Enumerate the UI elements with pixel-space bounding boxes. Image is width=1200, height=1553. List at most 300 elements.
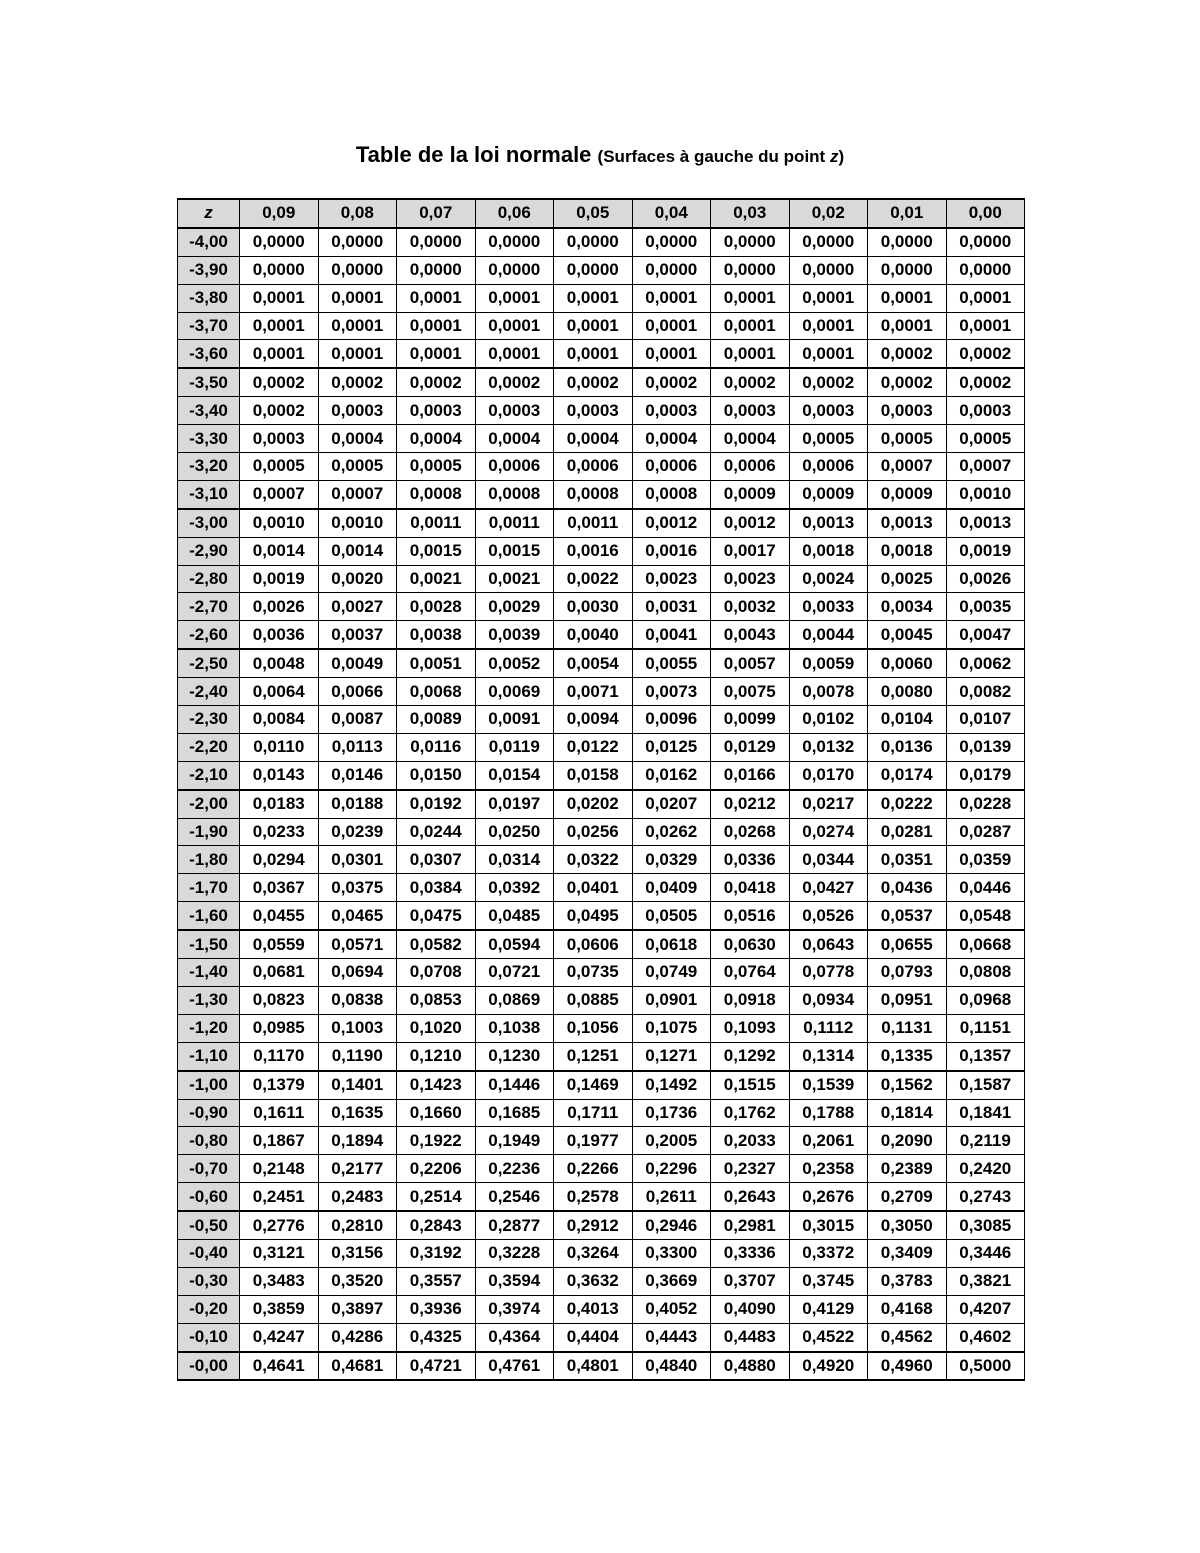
probability-cell: 0,0228 [946,790,1025,818]
row-z-value: -1,10 [178,1042,240,1070]
row-z-value: -3,30 [178,425,240,453]
probability-cell: 0,1131 [868,1014,947,1042]
probability-cell: 0,0212 [711,790,790,818]
probability-cell: 0,0239 [318,818,397,846]
table-row [178,453,1025,481]
probability-cell: 0,0344 [789,846,868,874]
probability-cell: 0,0002 [240,368,319,396]
probability-cell: 0,2611 [632,1183,711,1211]
probability-cell: 0,0038 [397,621,476,649]
column-header: 0,07 [397,199,476,228]
probability-cell: 0,0384 [397,874,476,902]
probability-cell: 0,3409 [868,1239,947,1267]
probability-cell: 0,0000 [868,228,947,256]
probability-cell: 0,0485 [475,902,554,930]
probability-cell: 0,0022 [554,565,633,593]
probability-cell: 0,0606 [554,930,633,958]
probability-cell: 0,0099 [711,706,790,734]
probability-cell: 0,0001 [789,340,868,368]
table-row [178,480,1025,508]
probability-cell: 0,0001 [632,284,711,312]
probability-cell: 0,0002 [632,368,711,396]
probability-cell: 0,0006 [711,453,790,481]
probability-cell: 0,0721 [475,959,554,987]
probability-cell: 0,0268 [711,818,790,846]
probability-cell: 0,4207 [946,1295,1025,1323]
probability-cell: 0,0001 [318,284,397,312]
table-row [178,537,1025,565]
probability-cell: 0,4325 [397,1323,476,1351]
probability-cell: 0,0014 [240,537,319,565]
row-z-value: -1,20 [178,1014,240,1042]
probability-cell: 0,2514 [397,1183,476,1211]
probability-cell: 0,0207 [632,790,711,818]
table-row [178,902,1025,930]
probability-cell: 0,3085 [946,1211,1025,1239]
column-header: 0,03 [711,199,790,228]
column-header-z: z [178,199,240,228]
probability-cell: 0,3264 [554,1239,633,1267]
column-header: 0,01 [868,199,947,228]
probability-cell: 0,2643 [711,1183,790,1211]
row-z-value: -1,00 [178,1071,240,1099]
probability-cell: 0,0537 [868,902,947,930]
probability-cell: 0,0823 [240,986,319,1014]
table-header [178,199,1025,228]
probability-cell: 0,0000 [397,228,476,256]
probability-cell: 0,0011 [554,509,633,537]
probability-cell: 0,1379 [240,1071,319,1099]
probability-cell: 0,0192 [397,790,476,818]
probability-cell: 0,0004 [397,425,476,453]
probability-cell: 0,0075 [711,678,790,706]
probability-cell: 0,0001 [632,312,711,340]
probability-cell: 0,2776 [240,1211,319,1239]
probability-cell: 0,1401 [318,1071,397,1099]
table-row [178,761,1025,789]
probability-cell: 0,0287 [946,818,1025,846]
table-row [178,649,1025,677]
probability-cell: 0,0080 [868,678,947,706]
probability-cell: 0,3669 [632,1267,711,1295]
probability-cell: 0,0001 [711,284,790,312]
probability-cell: 0,4840 [632,1352,711,1381]
probability-cell: 0,0051 [397,649,476,677]
probability-cell: 0,0039 [475,621,554,649]
probability-cell: 0,0062 [946,649,1025,677]
probability-cell: 0,1210 [397,1042,476,1070]
probability-cell: 0,0643 [789,930,868,958]
column-header: 0,05 [554,199,633,228]
probability-cell: 0,3859 [240,1295,319,1323]
probability-cell: 0,2177 [318,1155,397,1183]
probability-cell: 0,0037 [318,621,397,649]
row-z-value: -3,10 [178,480,240,508]
probability-cell: 0,0262 [632,818,711,846]
probability-cell: 0,0217 [789,790,868,818]
table-row [178,425,1025,453]
probability-cell: 0,0375 [318,874,397,902]
probability-cell: 0,1685 [475,1099,554,1127]
title-subtitle [598,147,845,166]
probability-cell: 0,2119 [946,1127,1025,1155]
probability-cell: 0,0012 [711,509,790,537]
probability-cell: 0,0000 [397,256,476,284]
probability-cell: 0,0003 [789,397,868,425]
probability-cell: 0,3121 [240,1239,319,1267]
probability-cell: 0,0222 [868,790,947,818]
probability-cell: 0,0004 [711,425,790,453]
probability-cell: 0,0885 [554,986,633,1014]
table-row [178,874,1025,902]
probability-cell: 0,0005 [946,425,1025,453]
probability-cell: 0,0001 [789,312,868,340]
probability-cell: 0,0122 [554,733,633,761]
probability-cell: 0,0002 [397,368,476,396]
probability-cell: 0,2946 [632,1211,711,1239]
probability-cell: 0,0418 [711,874,790,902]
probability-cell: 0,1292 [711,1042,790,1070]
probability-cell: 0,0005 [868,425,947,453]
probability-cell: 0,0749 [632,959,711,987]
table-row [178,930,1025,958]
probability-cell: 0,0000 [789,256,868,284]
probability-cell: 0,0020 [318,565,397,593]
probability-cell: 0,4681 [318,1352,397,1381]
probability-cell: 0,1867 [240,1127,319,1155]
probability-cell: 0,2005 [632,1127,711,1155]
probability-cell: 0,4168 [868,1295,947,1323]
probability-cell: 0,0016 [554,537,633,565]
probability-cell: 0,0000 [946,228,1025,256]
probability-cell: 0,0006 [789,453,868,481]
probability-cell: 0,0069 [475,678,554,706]
probability-cell: 0,0032 [711,593,790,621]
row-z-value: -0,80 [178,1127,240,1155]
probability-cell: 0,0002 [868,368,947,396]
probability-cell: 0,0044 [789,621,868,649]
probability-cell: 0,1314 [789,1042,868,1070]
probability-cell: 0,0582 [397,930,476,958]
probability-cell: 0,4443 [632,1323,711,1351]
probability-cell: 0,0005 [397,453,476,481]
probability-cell: 0,1020 [397,1014,476,1042]
probability-cell: 0,0256 [554,818,633,846]
probability-cell: 0,0455 [240,902,319,930]
probability-cell: 0,0188 [318,790,397,818]
probability-cell: 0,1660 [397,1099,476,1127]
probability-cell: 0,0183 [240,790,319,818]
probability-cell: 0,0010 [240,509,319,537]
probability-cell: 0,0116 [397,733,476,761]
table-row [178,706,1025,734]
probability-cell: 0,0004 [318,425,397,453]
probability-cell: 0,0013 [946,509,1025,537]
row-z-value: -3,80 [178,284,240,312]
probability-cell: 0,0068 [397,678,476,706]
probability-cell: 0,2033 [711,1127,790,1155]
probability-cell: 0,1611 [240,1099,319,1127]
probability-cell: 0,3783 [868,1267,947,1295]
probability-cell: 0,0901 [632,986,711,1014]
probability-cell: 0,5000 [946,1352,1025,1381]
probability-cell: 0,4052 [632,1295,711,1323]
probability-cell: 0,0170 [789,761,868,789]
table-row [178,1295,1025,1323]
table-row [178,1099,1025,1127]
probability-cell: 0,0495 [554,902,633,930]
probability-cell: 0,0001 [475,340,554,368]
probability-cell: 0,0104 [868,706,947,734]
probability-cell: 0,2877 [475,1211,554,1239]
probability-cell: 0,1038 [475,1014,554,1042]
probability-cell: 0,1093 [711,1014,790,1042]
probability-cell: 0,0548 [946,902,1025,930]
probability-cell: 0,2810 [318,1211,397,1239]
probability-cell: 0,0023 [632,565,711,593]
row-z-value: -0,50 [178,1211,240,1239]
probability-cell: 0,0013 [868,509,947,537]
row-z-value: -3,90 [178,256,240,284]
column-header: 0,02 [789,199,868,228]
probability-cell: 0,0000 [554,228,633,256]
probability-cell: 0,0001 [554,284,633,312]
probability-cell: 0,3156 [318,1239,397,1267]
row-z-value: -0,90 [178,1099,240,1127]
row-z-value: -0,10 [178,1323,240,1351]
probability-cell: 0,0505 [632,902,711,930]
row-z-value: -1,50 [178,930,240,958]
probability-cell: 0,4483 [711,1323,790,1351]
row-z-value: -3,40 [178,397,240,425]
probability-cell: 0,0401 [554,874,633,902]
probability-cell: 0,3520 [318,1267,397,1295]
probability-cell: 0,0018 [789,537,868,565]
probability-cell: 0,0000 [946,256,1025,284]
probability-cell: 0,0008 [475,480,554,508]
probability-cell: 0,3745 [789,1267,868,1295]
probability-cell: 0,0001 [868,312,947,340]
row-z-value: -0,70 [178,1155,240,1183]
probability-cell: 0,1271 [632,1042,711,1070]
probability-cell: 0,0035 [946,593,1025,621]
table-row [178,593,1025,621]
probability-cell: 0,0001 [240,284,319,312]
probability-cell: 0,0000 [475,256,554,284]
table-row [178,340,1025,368]
probability-cell: 0,0013 [789,509,868,537]
table-row [178,228,1025,256]
probability-cell: 0,0655 [868,930,947,958]
probability-cell: 0,0002 [711,368,790,396]
row-z-value: -1,40 [178,959,240,987]
probability-cell: 0,2451 [240,1183,319,1211]
row-z-value: -3,70 [178,312,240,340]
probability-cell: 0,0000 [632,228,711,256]
title-main: Table de la loi normale [355,142,592,167]
probability-cell: 0,1003 [318,1014,397,1042]
probability-cell: 0,0336 [711,846,790,874]
probability-cell: 0,0012 [632,509,711,537]
row-z-value: -2,50 [178,649,240,677]
probability-cell: 0,0003 [240,425,319,453]
row-z-value: -0,00 [178,1352,240,1381]
probability-cell: 0,3557 [397,1267,476,1295]
probability-cell: 0,3192 [397,1239,476,1267]
probability-cell: 0,0233 [240,818,319,846]
probability-cell: 0,0001 [554,312,633,340]
probability-cell: 0,0001 [475,312,554,340]
table-row [178,621,1025,649]
probability-cell: 0,0001 [397,284,476,312]
probability-cell: 0,0001 [946,312,1025,340]
probability-cell: 0,0559 [240,930,319,958]
probability-cell: 0,0003 [868,397,947,425]
normal-distribution-table [177,198,1025,1381]
probability-cell: 0,1814 [868,1099,947,1127]
probability-cell: 0,0001 [632,340,711,368]
table-row [178,256,1025,284]
probability-cell: 0,0694 [318,959,397,987]
probability-cell: 0,4721 [397,1352,476,1381]
probability-cell: 0,0001 [554,340,633,368]
probability-cell: 0,0367 [240,874,319,902]
probability-cell: 0,0025 [868,565,947,593]
row-z-value: -2,60 [178,621,240,649]
probability-cell: 0,0838 [318,986,397,1014]
probability-cell: 0,0244 [397,818,476,846]
probability-cell: 0,0031 [632,593,711,621]
table-row [178,818,1025,846]
probability-cell: 0,4129 [789,1295,868,1323]
probability-cell: 0,0018 [868,537,947,565]
probability-cell: 0,0006 [475,453,554,481]
probability-cell: 0,2206 [397,1155,476,1183]
probability-cell: 0,3974 [475,1295,554,1323]
probability-cell: 0,0475 [397,902,476,930]
probability-cell: 0,0465 [318,902,397,930]
table-row [178,397,1025,425]
probability-cell: 0,0007 [318,480,397,508]
table-row [178,1014,1025,1042]
probability-cell: 0,2358 [789,1155,868,1183]
probability-cell: 0,1762 [711,1099,790,1127]
probability-cell: 0,0778 [789,959,868,987]
probability-cell: 0,4013 [554,1295,633,1323]
title-sub-text: Surfaces à gauche du point [603,147,830,166]
probability-cell: 0,0003 [946,397,1025,425]
probability-cell: 0,0409 [632,874,711,902]
probability-cell: 0,0091 [475,706,554,734]
probability-cell: 0,0630 [711,930,790,958]
probability-cell: 0,2912 [554,1211,633,1239]
probability-cell: 0,2843 [397,1211,476,1239]
probability-cell: 0,1841 [946,1099,1025,1127]
probability-cell: 0,4522 [789,1323,868,1351]
probability-cell: 0,1894 [318,1127,397,1155]
probability-cell: 0,0002 [318,368,397,396]
probability-cell: 0,0010 [946,480,1025,508]
row-z-value: -2,10 [178,761,240,789]
probability-cell: 0,0708 [397,959,476,987]
probability-cell: 0,0073 [632,678,711,706]
probability-cell: 0,3594 [475,1267,554,1295]
probability-cell: 0,2327 [711,1155,790,1183]
probability-cell: 0,0162 [632,761,711,789]
row-z-value: -1,80 [178,846,240,874]
table-row [178,1323,1025,1351]
probability-cell: 0,0003 [554,397,633,425]
table-row [178,1071,1025,1099]
probability-cell: 0,0281 [868,818,947,846]
probability-cell: 0,1251 [554,1042,633,1070]
probability-cell: 0,0027 [318,593,397,621]
probability-cell: 0,0000 [711,228,790,256]
probability-cell: 0,1151 [946,1014,1025,1042]
probability-cell: 0,3483 [240,1267,319,1295]
probability-cell: 0,0119 [475,733,554,761]
probability-cell: 0,0000 [318,256,397,284]
probability-cell: 0,0202 [554,790,633,818]
probability-cell: 0,2236 [475,1155,554,1183]
probability-cell: 0,0004 [554,425,633,453]
probability-cell: 0,0043 [711,621,790,649]
probability-cell: 0,4801 [554,1352,633,1381]
probability-cell: 0,0001 [318,312,397,340]
probability-cell: 0,0001 [711,312,790,340]
probability-cell: 0,3228 [475,1239,554,1267]
probability-cell: 0,0174 [868,761,947,789]
row-z-value: -2,70 [178,593,240,621]
probability-cell: 0,0084 [240,706,319,734]
probability-cell: 0,4920 [789,1352,868,1381]
probability-cell: 0,0107 [946,706,1025,734]
probability-cell: 0,1587 [946,1071,1025,1099]
probability-cell: 0,0113 [318,733,397,761]
probability-cell: 0,2420 [946,1155,1025,1183]
probability-cell: 0,0008 [397,480,476,508]
probability-cell: 0,0007 [868,453,947,481]
column-header: 0,08 [318,199,397,228]
probability-cell: 0,0668 [946,930,1025,958]
row-z-value: -4,00 [178,228,240,256]
probability-cell: 0,1539 [789,1071,868,1099]
probability-cell: 0,0015 [397,537,476,565]
probability-cell: 0,0618 [632,930,711,958]
probability-cell: 0,0005 [240,453,319,481]
probability-cell: 0,2266 [554,1155,633,1183]
probability-cell: 0,0017 [711,537,790,565]
probability-cell: 0,0003 [475,397,554,425]
probability-cell: 0,0004 [475,425,554,453]
probability-cell: 0,3897 [318,1295,397,1323]
probability-cell: 0,4880 [711,1352,790,1381]
probability-cell: 0,0526 [789,902,868,930]
probability-cell: 0,0008 [632,480,711,508]
table-row [178,846,1025,874]
probability-cell: 0,0007 [240,480,319,508]
probability-cell: 0,0034 [868,593,947,621]
probability-cell: 0,1075 [632,1014,711,1042]
probability-cell: 0,0049 [318,649,397,677]
row-z-value: -2,90 [178,537,240,565]
probability-cell: 0,0934 [789,986,868,1014]
table-row [178,1239,1025,1267]
probability-cell: 0,0154 [475,761,554,789]
probability-cell: 0,0001 [946,284,1025,312]
probability-cell: 0,0055 [632,649,711,677]
row-z-value: -1,60 [178,902,240,930]
